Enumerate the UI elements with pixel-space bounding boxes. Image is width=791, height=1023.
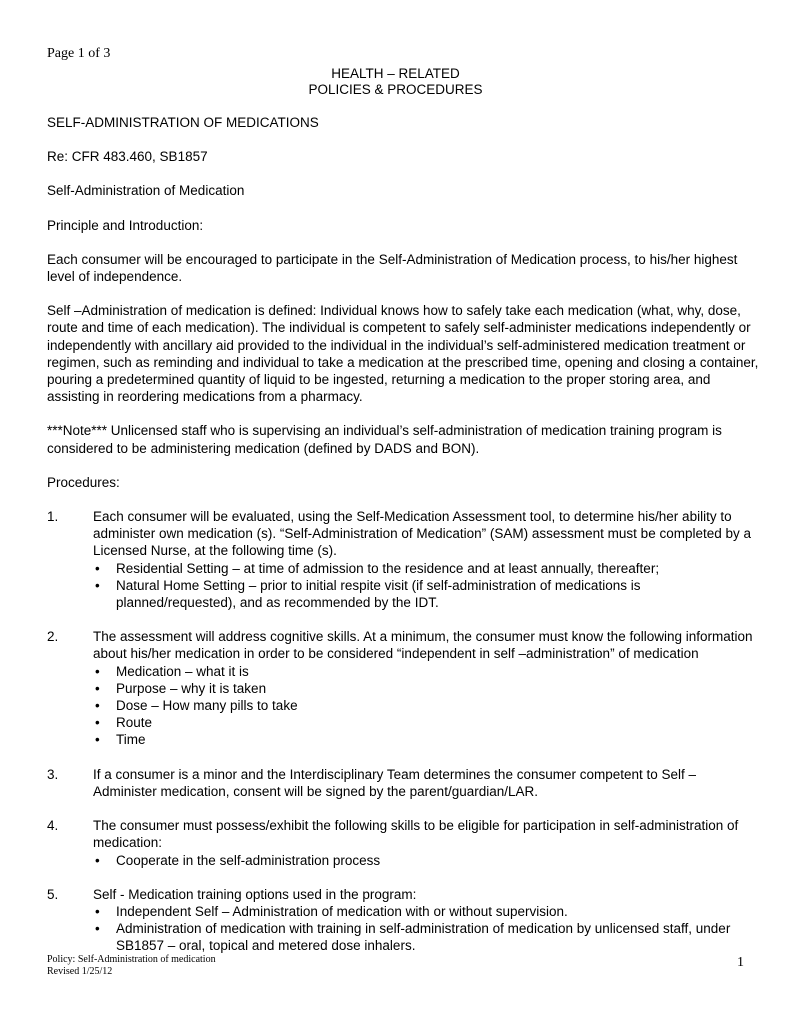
procedure-number: 3. [47, 766, 59, 782]
page-label: Page 1 of 3 [47, 46, 111, 61]
bullet-item: • Administration of medication with training in self-administration of medication by unlicensed staff, under SB1857 – oral, topical and metered dose inhalers. [93, 920, 759, 954]
procedure-number: 2. [47, 629, 59, 645]
document-title: SELF-ADMINISTRATION OF MEDICATIONS [47, 115, 319, 130]
bullet-item: • Residential Setting – at time of admission to the residence and at least annually, thereafter; [93, 560, 759, 577]
bullet-item: • Natural Home Setting – prior to initial respite visit (if self-administration of medications is planned/requested), and as recommended by the IDT. [93, 577, 759, 611]
bullet-list [93, 663, 759, 749]
bullet-item: • Cooperate in the self-administration process [93, 852, 759, 869]
footer-page-number: 1 [737, 955, 744, 970]
procedure-number: 5. [47, 886, 59, 902]
bullet-list [93, 903, 759, 955]
bullet-item: • Time [93, 731, 759, 748]
document-header [0, 66, 791, 98]
principle-heading: Principle and Introduction: [47, 217, 204, 233]
reference-line: Re: CFR 483.460, SB1857 [47, 149, 208, 165]
header-line-1: HEALTH – RELATED [331, 66, 460, 81]
bullet-list [93, 852, 759, 869]
bullet-list [93, 560, 759, 612]
header-line-2: POLICIES & PROCEDURES [308, 82, 483, 97]
procedure-text: The assessment will address cognitive skills. At a minimum, the consumer must know the following information about his/her medication in order to be considered “independent in self –administration” of medication [93, 629, 753, 662]
procedure-item-3 [47, 766, 759, 800]
procedure-text: Each consumer will be evaluated, using the Self-Medication Assessment tool, to determine his/her ability to administer own medication (s). “Self-Administration of Medication” (SAM) assessment must be completed by a Licensed Nurse, at the following time (s). [93, 509, 751, 559]
procedure-item-4 [47, 817, 759, 869]
procedures-heading: Procedures: [47, 474, 120, 490]
bullet-item: • Medication – what it is [93, 663, 759, 680]
procedure-text: The consumer must possess/exhibit the following skills to be eligible for participation in self-administration of medication: [93, 818, 739, 851]
bullet-item: • Purpose – why it is taken [93, 680, 759, 697]
bullet-item: • Route [93, 714, 759, 731]
note-paragraph: ***Note*** Unlicensed staff who is supervising an individual’s self-administration of medication training program is considered to be administering medication (defined by DADS and BON). [47, 423, 722, 456]
bullet-item: • Dose – How many pills to take [93, 697, 759, 714]
procedure-text: Self - Medication training options used in the program: [93, 886, 417, 902]
footer-revised: Revised 1/25/12 [47, 965, 113, 977]
bullet-item: • Independent Self – Administration of medication with or without supervision. [93, 903, 759, 920]
definition-paragraph: Self –Administration of medication is defined: Individual knows how to safely take each medication (what, why, dose, route and time of each medication). The individual is competent to safely self-administer medications independently or independently with ancillary aid provided to the individual in the individual’s self-administered medication treatment or regimen, such as reminding and individual to take a medication at the prescribed time, opening and closing a container, pouring a predetermined quantity of liquid to be ingested, returning a medication to the proper storing area, and assisting in reordering medications from a pharmacy. [47, 303, 759, 405]
procedure-number: 4. [47, 818, 59, 834]
procedure-text: If a consumer is a minor and the Interdisciplinary Team determines the consumer competent to Self – Administer medication, consent will be signed by the parent/guardian/LAR. [93, 766, 697, 799]
procedure-item-1 [47, 508, 759, 611]
intro-paragraph: Each consumer will be encouraged to participate in the Self-Administration of Medication process, to his/her highest level of independence. [47, 251, 738, 285]
footer-policy: Policy: Self-Administration of medication [47, 954, 216, 965]
procedure-number: 1. [47, 509, 59, 525]
procedure-item-2 [47, 628, 759, 748]
document-body [47, 114, 759, 972]
subject-line: Self-Administration of Medication [47, 183, 245, 199]
footer [47, 954, 216, 977]
procedure-item-5 [47, 886, 759, 955]
